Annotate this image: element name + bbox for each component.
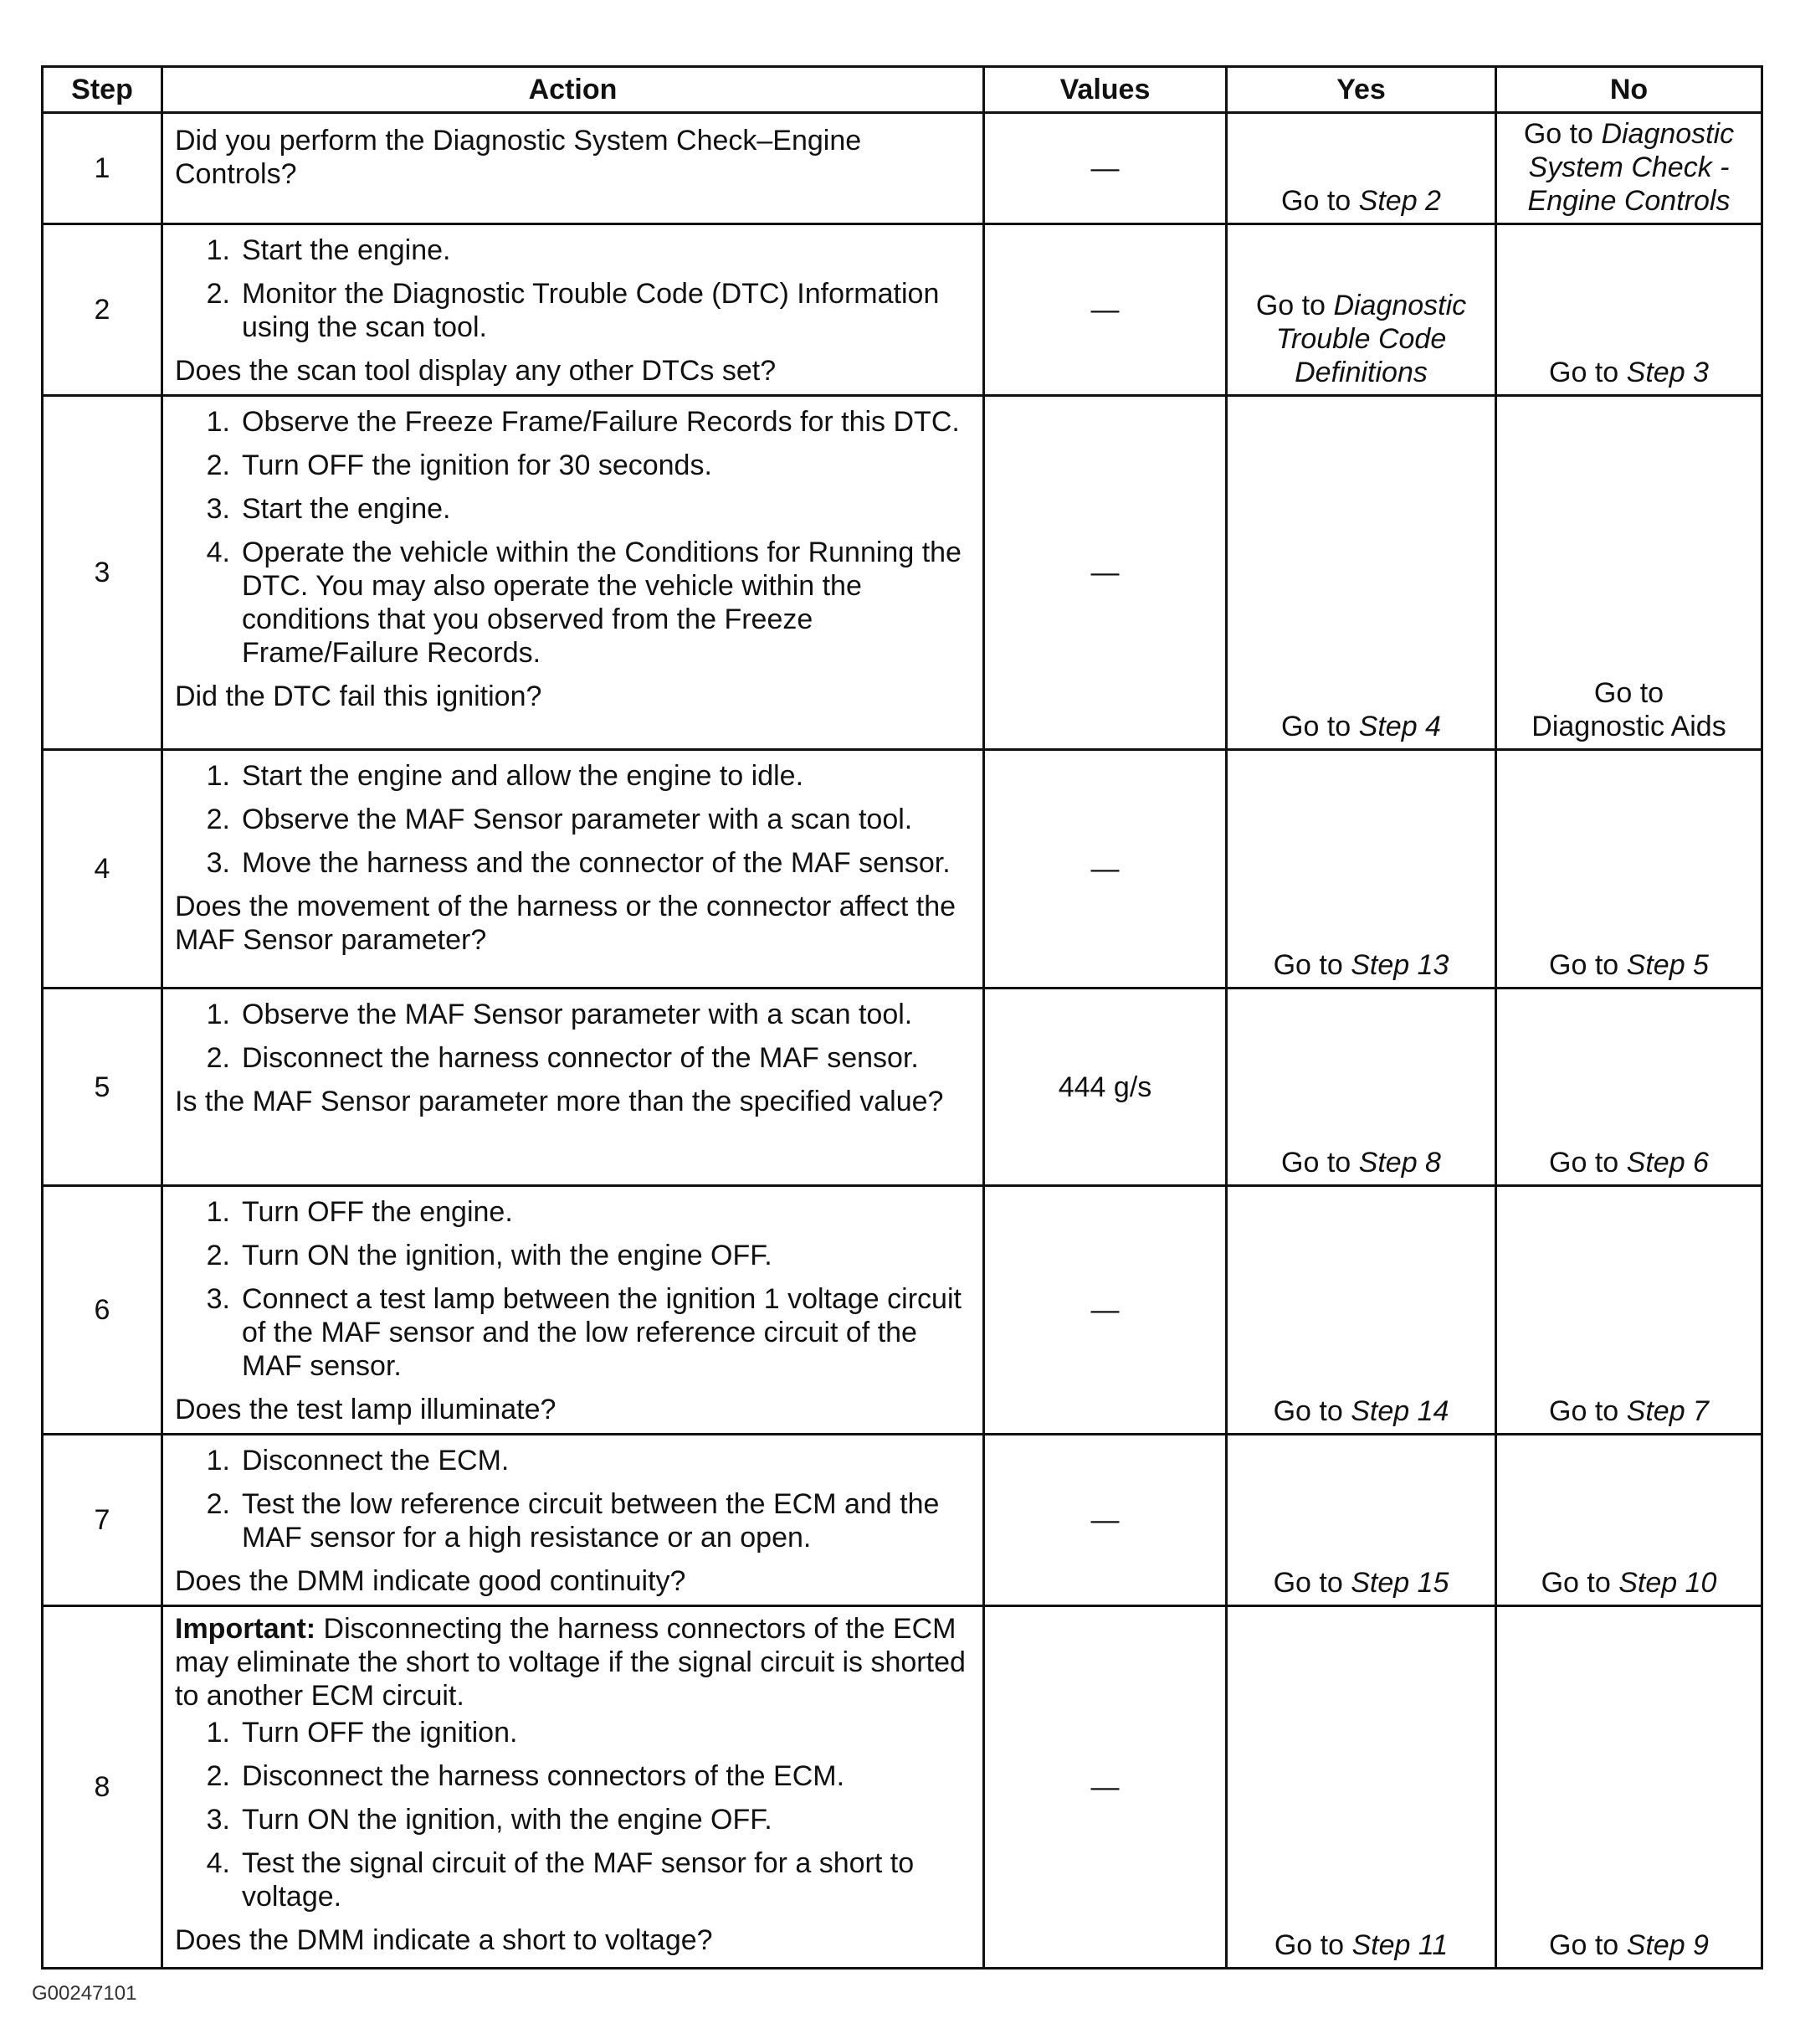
yes-target: Step 13 xyxy=(1351,949,1449,981)
header-values: Values xyxy=(984,67,1227,113)
value-cell: — xyxy=(984,113,1227,224)
item-text: Observe the Freeze Frame/Failure Records for this DTC. xyxy=(242,406,960,438)
action-item xyxy=(175,803,971,836)
action-item xyxy=(175,1846,971,1913)
item-number: 1. xyxy=(206,1717,230,1749)
important-note xyxy=(175,1612,971,1713)
no-target: Diagnostic System Check - Engine Controls xyxy=(1527,118,1735,217)
no-lead: Go to xyxy=(1549,1929,1619,1961)
item-text: Connect a test lamp between the ignition 1 voltage circuit of the MAF sensor and the low reference circuit of the MAF sensor. xyxy=(242,1283,962,1382)
no-target: Step 7 xyxy=(1626,1395,1709,1427)
action-item xyxy=(175,1282,971,1383)
header-row xyxy=(43,67,1762,113)
action-item xyxy=(175,234,971,267)
no-target: Diagnostic Aids xyxy=(1531,711,1726,742)
item-text: Start the engine. xyxy=(242,493,451,525)
item-text: Monitor the Diagnostic Trouble Code (DTC) Information using the scan tool. xyxy=(242,278,940,343)
item-text: Disconnect the ECM. xyxy=(242,1445,510,1477)
action-item xyxy=(175,1195,971,1229)
action-item xyxy=(175,998,971,1031)
action-list xyxy=(175,1195,971,1383)
item-text: Operate the vehicle within the Conditions for Running the DTC. You may also operate the vehicle within the conditions that you observed from the Freeze Frame/Failure Records. xyxy=(242,537,962,669)
yes-target: Step 8 xyxy=(1358,1147,1441,1179)
item-number: 2. xyxy=(206,1488,230,1520)
item-text: Disconnect the harness connector of the MAF sensor. xyxy=(242,1042,919,1074)
header-action: Action xyxy=(162,67,984,113)
yes-cell xyxy=(1227,1606,1496,1969)
question: Did the DTC fail this ignition? xyxy=(175,680,542,712)
yes-target: Step 2 xyxy=(1358,185,1441,217)
item-text: Turn OFF the engine. xyxy=(242,1196,513,1228)
value-cell: — xyxy=(984,396,1227,750)
item-number: 2. xyxy=(206,1240,230,1271)
yes-lead: Go to xyxy=(1274,1929,1345,1961)
action-item xyxy=(175,1444,971,1477)
action-list xyxy=(175,759,971,880)
step-number: 8 xyxy=(43,1606,162,1969)
item-text: Test the low reference circuit between the ECM and the MAF sensor for a high resistance or an open. xyxy=(242,1488,940,1554)
question: Does the DMM indicate a short to voltage? xyxy=(175,1924,713,1956)
step-number: 5 xyxy=(43,989,162,1186)
action-list xyxy=(175,234,971,344)
no-target: Step 5 xyxy=(1626,949,1709,981)
value-cell: — xyxy=(984,1435,1227,1606)
action-item xyxy=(175,449,971,482)
question: Does the DMM indicate good continuity? xyxy=(175,1565,686,1597)
action-item xyxy=(175,1803,971,1836)
yes-target: Step 14 xyxy=(1351,1395,1449,1427)
yes-cell xyxy=(1227,396,1496,750)
item-text: Turn OFF the ignition. xyxy=(242,1717,518,1749)
action-cell xyxy=(162,1186,984,1435)
value-cell: — xyxy=(984,750,1227,989)
no-lead: Go to xyxy=(1523,118,1593,150)
item-number: 1. xyxy=(206,999,230,1030)
action-cell xyxy=(162,224,984,396)
step-number: 7 xyxy=(43,1435,162,1606)
action-item xyxy=(175,1487,971,1554)
value-cell: — xyxy=(984,1186,1227,1435)
header-step: Step xyxy=(43,67,162,113)
item-text: Start the engine and allow the engine to idle. xyxy=(242,760,804,792)
action-cell xyxy=(162,396,984,750)
no-lead: Go to xyxy=(1549,949,1619,981)
table-row xyxy=(43,224,1762,396)
action-list xyxy=(175,998,971,1075)
action-item xyxy=(175,1239,971,1272)
no-cell xyxy=(1496,113,1762,224)
table-row xyxy=(43,396,1762,750)
item-number: 3. xyxy=(206,1283,230,1315)
yes-cell xyxy=(1227,1186,1496,1435)
step-number: 1 xyxy=(43,113,162,224)
action-item xyxy=(175,846,971,880)
diagnostic-table xyxy=(41,65,1763,1970)
item-text: Observe the MAF Sensor parameter with a scan tool. xyxy=(242,804,913,835)
question: Does the test lamp illuminate? xyxy=(175,1394,556,1425)
action-item xyxy=(175,1041,971,1075)
item-text: Turn ON the ignition, with the engine OFF. xyxy=(242,1240,772,1271)
yes-target: Diagnostic Trouble Code Definitions xyxy=(1275,290,1467,388)
question: Does the scan tool display any other DTCs set? xyxy=(175,355,777,387)
figure-id: G00247101 xyxy=(32,1982,137,2005)
step-number: 2 xyxy=(43,224,162,396)
no-cell xyxy=(1496,750,1762,989)
item-text: Observe the MAF Sensor parameter with a scan tool. xyxy=(242,999,913,1030)
item-number: 3. xyxy=(206,1804,230,1836)
yes-lead: Go to xyxy=(1255,290,1326,321)
table-row xyxy=(43,1435,1762,1606)
no-cell xyxy=(1496,1186,1762,1435)
action-cell xyxy=(162,1606,984,1969)
yes-lead: Go to xyxy=(1273,949,1343,981)
question: Is the MAF Sensor parameter more than the specified value? xyxy=(175,1086,944,1117)
yes-target: Step 15 xyxy=(1351,1567,1449,1599)
action-item xyxy=(175,759,971,793)
action-list xyxy=(175,405,971,670)
step-number: 3 xyxy=(43,396,162,750)
item-text: Start the engine. xyxy=(242,234,451,266)
no-lead: Go to xyxy=(1549,1147,1619,1179)
item-number: 3. xyxy=(206,847,230,879)
yes-cell xyxy=(1227,224,1496,396)
table-row xyxy=(43,750,1762,989)
question: Does the movement of the harness or the connector affect the MAF Sensor parameter? xyxy=(175,891,956,956)
action-cell xyxy=(162,113,984,224)
table-row xyxy=(43,1606,1762,1969)
item-text: Move the harness and the connector of the MAF sensor. xyxy=(242,847,951,879)
table-row xyxy=(43,1186,1762,1435)
yes-cell xyxy=(1227,989,1496,1186)
question: Did you perform the Diagnostic System Check–Engine Controls? xyxy=(175,125,862,190)
action-item xyxy=(175,536,971,670)
item-number: 1. xyxy=(206,760,230,792)
table-body xyxy=(43,113,1762,1969)
item-text: Turn ON the ignition, with the engine OFF. xyxy=(242,1804,772,1836)
value-cell: — xyxy=(984,224,1227,396)
no-target: Step 10 xyxy=(1618,1567,1717,1599)
no-cell xyxy=(1496,989,1762,1186)
item-number: 2. xyxy=(206,1760,230,1792)
no-lead: Go to xyxy=(1541,1567,1611,1599)
action-list xyxy=(175,1444,971,1554)
no-cell xyxy=(1496,1606,1762,1969)
important-label: Important: xyxy=(175,1613,316,1645)
item-text: Test the signal circuit of the MAF sensor for a short to voltage. xyxy=(242,1847,915,1913)
yes-cell xyxy=(1227,750,1496,989)
item-number: 2. xyxy=(206,1042,230,1074)
important-text: Disconnecting the harness connectors of the ECM may eliminate the short to voltage if the signal circuit is shorted to another ECM circuit. xyxy=(175,1613,966,1712)
yes-lead: Go to xyxy=(1273,1395,1343,1427)
no-lead: Go to xyxy=(1593,677,1664,709)
no-cell xyxy=(1496,396,1762,750)
yes-target: Step 11 xyxy=(1351,1929,1449,1961)
action-cell xyxy=(162,989,984,1186)
action-item xyxy=(175,405,971,439)
no-target: Step 3 xyxy=(1626,357,1709,388)
yes-lead: Go to xyxy=(1281,185,1351,217)
action-list xyxy=(175,1716,971,1913)
item-number: 2. xyxy=(206,449,230,481)
yes-lead: Go to xyxy=(1273,1567,1343,1599)
no-target: Step 9 xyxy=(1626,1929,1709,1961)
item-number: 3. xyxy=(206,493,230,525)
action-cell xyxy=(162,1435,984,1606)
item-number: 2. xyxy=(206,278,230,310)
no-lead: Go to xyxy=(1549,1395,1619,1427)
header-yes: Yes xyxy=(1227,67,1496,113)
step-number: 4 xyxy=(43,750,162,989)
item-number: 1. xyxy=(206,1196,230,1228)
item-text: Disconnect the harness connectors of the ECM. xyxy=(242,1760,845,1792)
item-text: Turn OFF the ignition for 30 seconds. xyxy=(242,449,712,481)
yes-cell xyxy=(1227,1435,1496,1606)
yes-target: Step 4 xyxy=(1358,711,1441,742)
yes-cell xyxy=(1227,113,1496,224)
item-number: 4. xyxy=(206,1847,230,1879)
value-cell: — xyxy=(984,1606,1227,1969)
value-cell: 444 g/s xyxy=(984,989,1227,1186)
action-cell xyxy=(162,750,984,989)
yes-lead: Go to xyxy=(1281,711,1351,742)
item-number: 4. xyxy=(206,537,230,568)
action-item xyxy=(175,277,971,344)
table-row xyxy=(43,113,1762,224)
table-row xyxy=(43,989,1762,1186)
item-number: 1. xyxy=(206,234,230,266)
action-item xyxy=(175,1716,971,1749)
action-item xyxy=(175,492,971,526)
item-number: 1. xyxy=(206,406,230,438)
header-no: No xyxy=(1496,67,1762,113)
item-number: 1. xyxy=(206,1445,230,1477)
yes-lead: Go to xyxy=(1281,1147,1351,1179)
no-lead: Go to xyxy=(1549,357,1619,388)
action-item xyxy=(175,1759,971,1793)
no-cell xyxy=(1496,224,1762,396)
no-cell xyxy=(1496,1435,1762,1606)
item-number: 2. xyxy=(206,804,230,835)
no-target: Step 6 xyxy=(1626,1147,1709,1179)
step-number: 6 xyxy=(43,1186,162,1435)
